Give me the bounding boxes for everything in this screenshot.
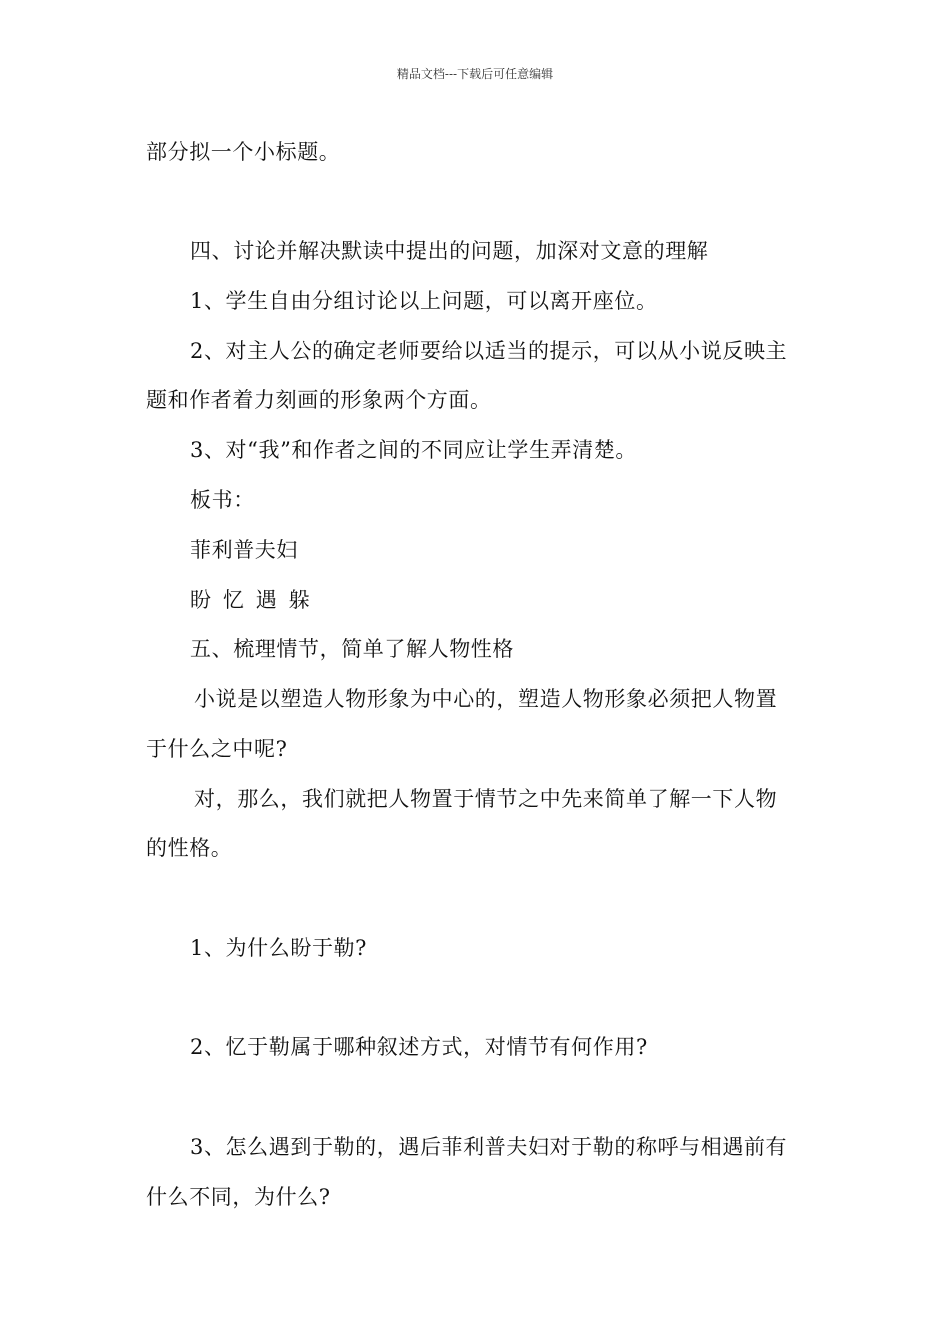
list-item: 2、对主人公的确定老师要给以适当的提示，可以从小说反映主 [190, 339, 788, 363]
blackboard-label: 板书： [190, 488, 255, 512]
question-item: 2、忆于勒属于哪种叙述方式，对情节有何作用? [190, 1035, 648, 1059]
list-item: 1、学生自由分组讨论以上问题，可以离开座位。 [190, 289, 658, 313]
question-item: 3、怎么遇到于勒的，遇后菲利普夫妇对于勒的称呼与相遇前有 [190, 1135, 788, 1159]
question-item: 1、为什么盼于勒? [190, 936, 368, 960]
paragraph-line: 小说是以塑造人物形象为中心的，塑造人物形象必须把人物置 [194, 687, 778, 711]
paragraph-line: 于什么之中呢? [146, 737, 288, 761]
list-item: 3、对“我”和作者之间的不同应让学生弄清楚。 [190, 438, 638, 462]
blackboard-line: 盼 忆 遇 躲 [190, 588, 311, 612]
page-header: 精品文档---下载后可任意编辑 [396, 67, 554, 81]
paragraph-line: 什么不同，为什么? [146, 1185, 331, 1209]
section-heading-five: 五、梳理情节，简单了解人物性格 [190, 637, 514, 661]
paragraph-line: 对，那么，我们就把人物置于情节之中先来简单了解一下人物 [194, 787, 778, 811]
blackboard-line: 菲利普夫妇 [190, 538, 298, 562]
paragraph-line: 题和作者着力刻画的形象两个方面。 [146, 388, 492, 412]
section-heading-four: 四、讨论并解决默读中提出的问题，加深对文意的理解 [190, 239, 709, 263]
paragraph-line: 部分拟一个小标题。 [146, 140, 341, 164]
paragraph-line: 的性格。 [146, 836, 233, 860]
